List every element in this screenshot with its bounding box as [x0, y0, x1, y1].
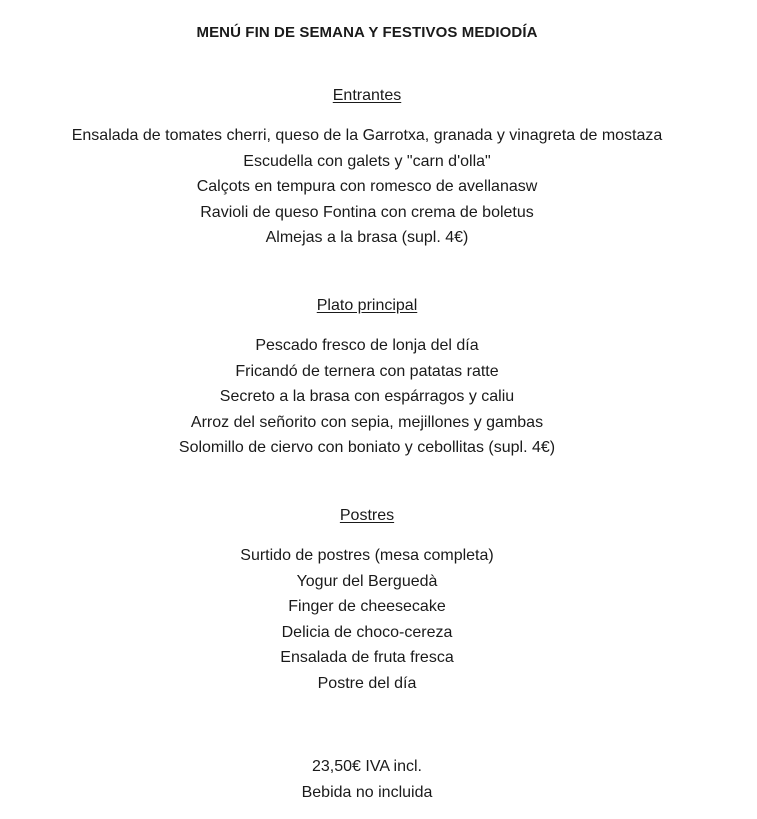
list-item: Ravioli de queso Fontina con crema de boletus: [200, 203, 534, 221]
list-item: Escudella con galets y "carn d'olla": [243, 152, 491, 170]
list-item: Ensalada de fruta fresca: [280, 649, 454, 666]
list-item: Yogur del Berguedà: [296, 572, 438, 590]
section-list-plato-principal: [0, 333, 734, 461]
list-item: Calçots en tempura con romesco de avellanasw: [196, 178, 538, 195]
section-heading-entrantes: Entrantes: [332, 87, 402, 104]
list-item: Finger de cheesecake: [288, 598, 446, 615]
menu-title: MENÚ FIN DE SEMANA Y FESTIVOS MEDIODÍA: [196, 24, 538, 41]
list-item: Delicia de choco-cereza: [281, 623, 453, 641]
list-item: Fricandó de ternera con patatas ratte: [235, 362, 499, 380]
list-item: Solomillo de ciervo con boniato y cebollitas (supl. 4€): [178, 439, 556, 456]
list-item: Arroz del señorito con sepia, mejillones y gambas: [190, 413, 544, 431]
section-heading-plato-principal: Plato principal: [316, 297, 418, 314]
list-item: Secreto a la brasa con espárragos y caliu: [219, 388, 515, 405]
list-item: Pescado fresco de lonja del día: [255, 337, 479, 354]
list-item: Postre del día: [317, 674, 417, 692]
list-item: Almejas a la brasa (supl. 4€): [265, 229, 469, 246]
list-item: Surtido de postres (mesa completa): [240, 547, 494, 564]
section-list-entrantes: [0, 123, 734, 251]
section-list-postres: [0, 543, 734, 696]
price-text: 23,50€ IVA incl.: [312, 758, 422, 775]
drinks-note: Bebida no incluida: [301, 784, 433, 801]
section-heading-postres: Postres: [339, 507, 395, 524]
menu-footer: [0, 754, 734, 806]
list-item: Ensalada de tomates cherri, queso de la Garrotxa, granada y vinagreta de mostaza: [71, 127, 663, 144]
